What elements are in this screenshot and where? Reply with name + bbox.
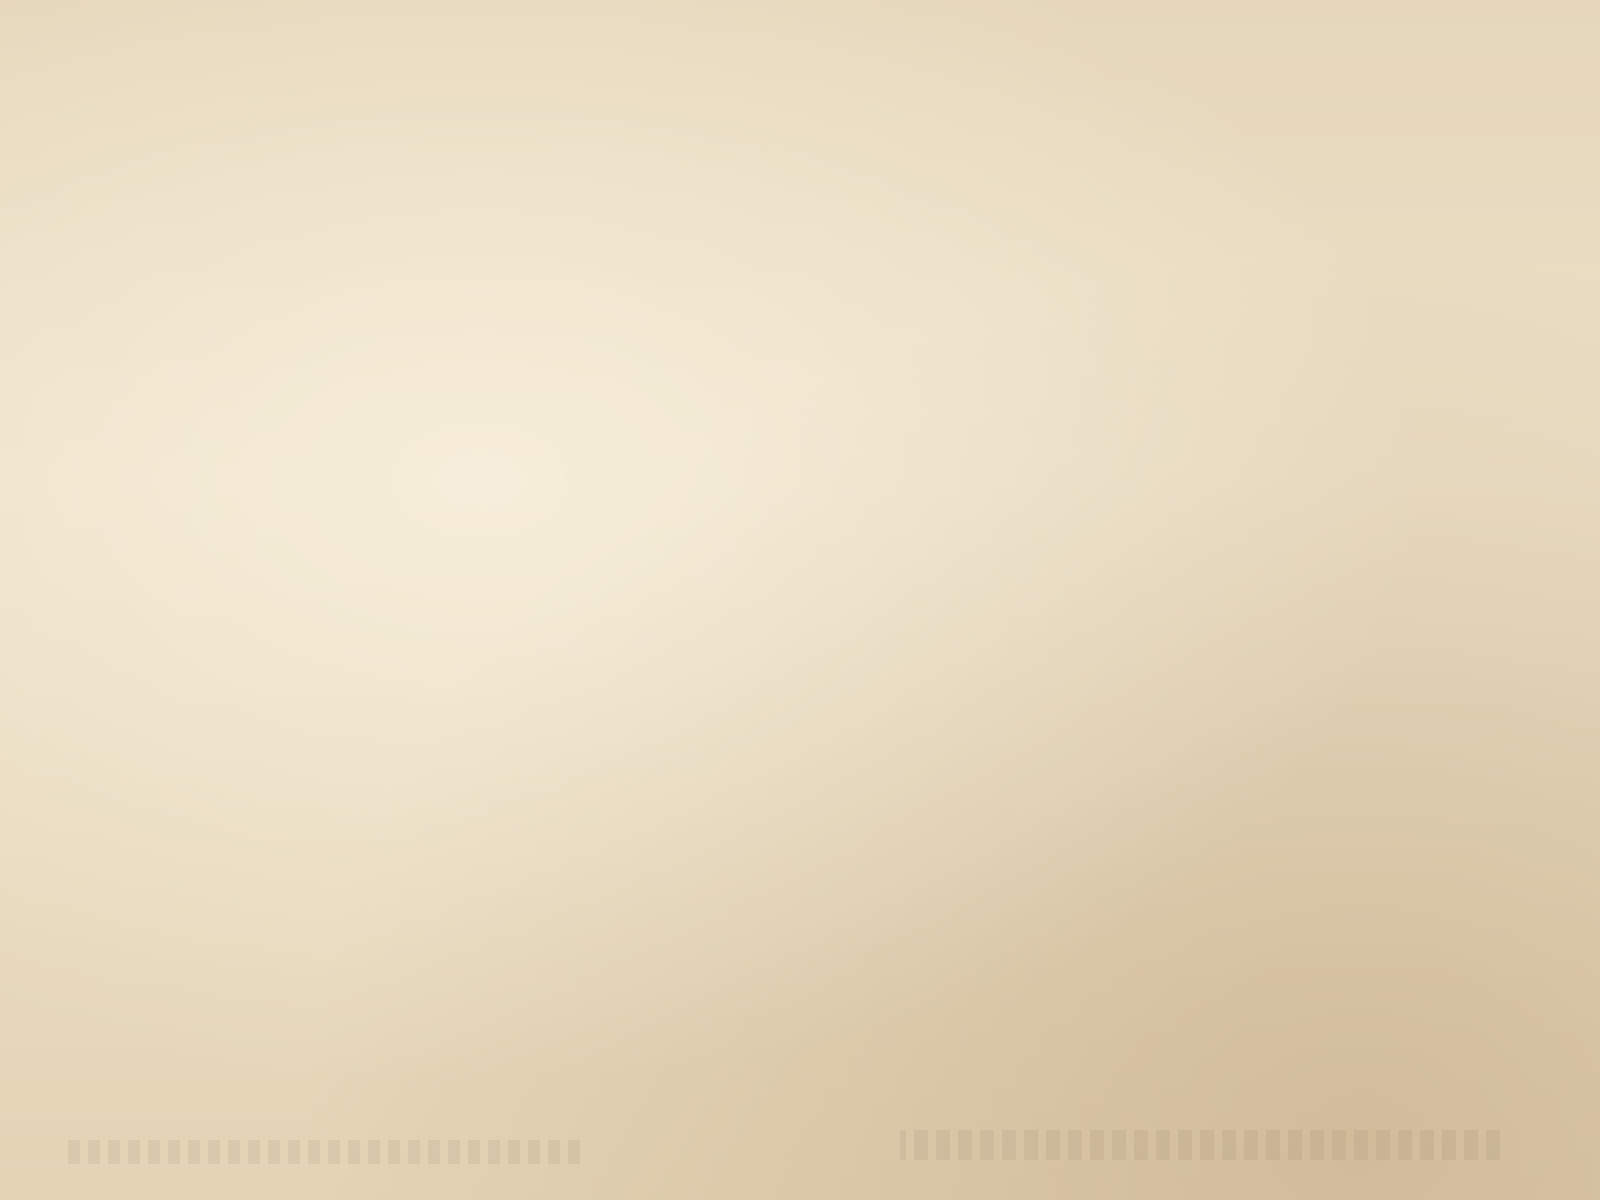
bleed-through-texture: [900, 1130, 1500, 1160]
bleed-through-texture: [60, 1140, 580, 1164]
